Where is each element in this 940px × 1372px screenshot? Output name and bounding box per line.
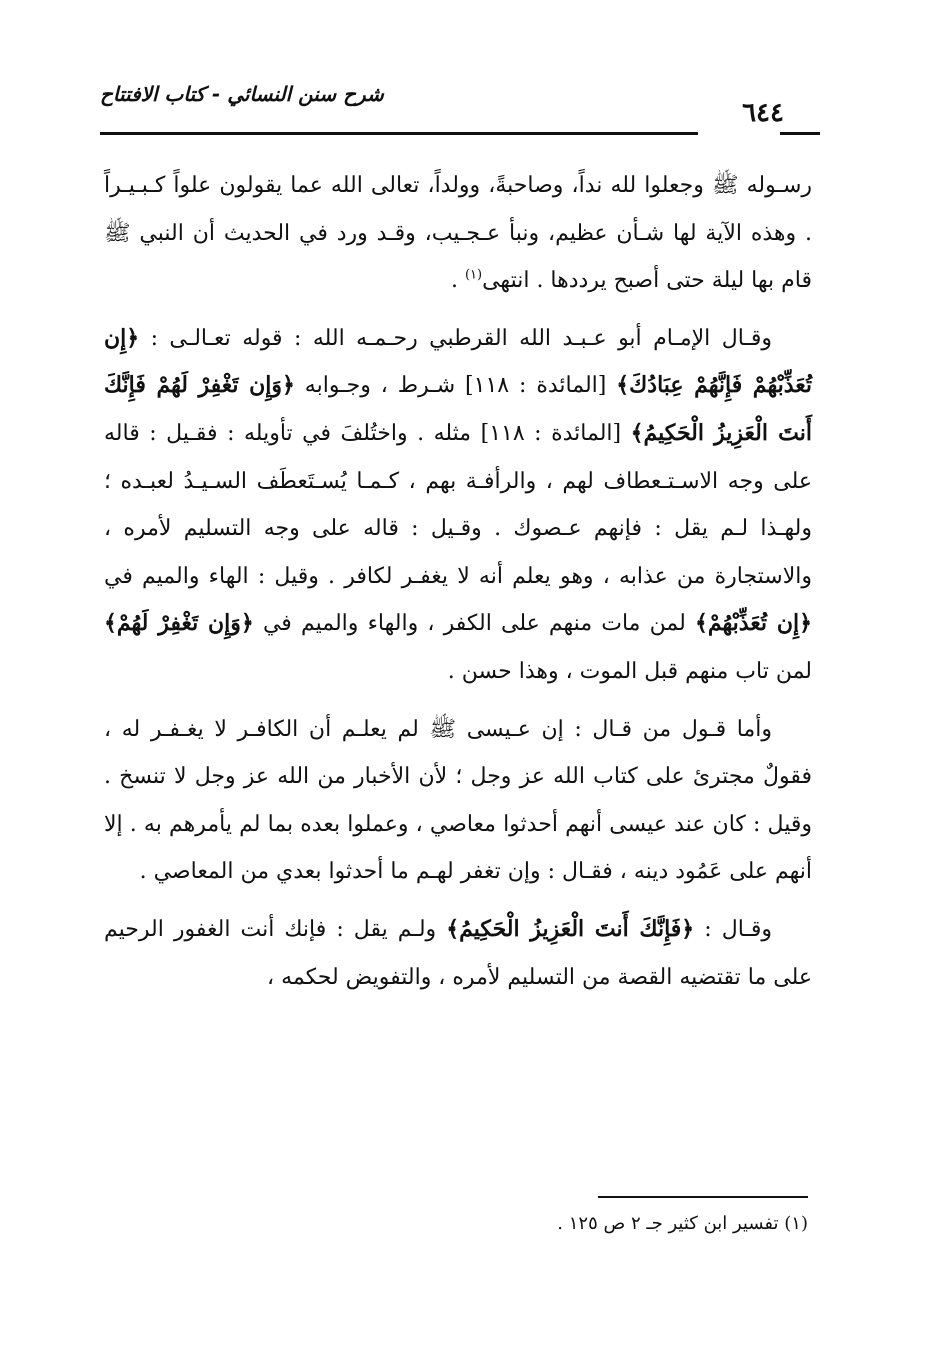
- paragraph-4: [104, 906, 812, 1001]
- paragraph-2-text-c: [المائدة : ١١٨] مثله . واختُلفَ في تأويله : فقـيل : قاله على وجه الاسـتـعطاف لهم ، والرأفـة بهم ، كـمـا يُسـتَعطَف السـيـدُ لعبـده ؛ ولهـذا لـم يقل : فإنهم عـصوك . وقـيل : قاله على وجه التسليم لأمره ، والاستجارة من عذابه ، وهو يعلم أنه لا يغفـر لكافر . وقيل : الهاء والميم في: [104, 420, 812, 589]
- paragraph-2-text-b: [المائدة : ١١٨] شـرط ، وجـوابه: [294, 373, 617, 399]
- paragraph-3: وأما قـول من قـال : إن عـيسى ﷺ لم يعلـم أن الكافـر لا يغـفـر له ، فقولٌ مجترئ على كتاب الله عز وجل ؛ لأن الأخبار من الله عز وجل لا تنسخ . وقيل : كان عند عيسى أنهم أحدثوا معاصي ، وعملوا بعده بما لم يأمرهم به . إلا أنهم على عَمُود دينه ، فقـال : وإن تغفر لهـم ما أحدثوا بعدي من المعاصي .: [104, 716, 812, 885]
- quran-verse-1: ﴿إِن تُعَذِّبْهُمْ فَإِنَّهُمْ عِبَادُكَ﴾: [104, 324, 812, 399]
- paragraph-4-text-a: وقـال :: [694, 916, 773, 942]
- running-title: شرح سنن النسائي - كتاب الافتتاح: [100, 82, 384, 106]
- paragraph-4-text-b: ولـم يقل : فإنك أنت الغفور الرحيم على ما تقتضيه القصة من التسليم لأمره ، والتفويض لحكمه ،: [104, 916, 812, 990]
- paragraph-2-text-a: وقـال الإمـام أبو عـبـد الله القرطبي رحـمـه الله : قوله تعـالـى :: [139, 325, 772, 351]
- paragraph-1: [104, 162, 812, 305]
- footnote-rule: [598, 1196, 808, 1198]
- paragraph-2-text-e: لمن تاب منهم قبل الموت ، وهذا حسن .: [447, 658, 812, 684]
- header-rule-short: [780, 132, 820, 135]
- header-rule: [100, 132, 698, 135]
- footnote: (١) تفسير ابن كثير جـ ٢ ص ١٢٥ .: [557, 1213, 808, 1234]
- footnote-marker: (١): [464, 267, 483, 283]
- page-header: [100, 78, 820, 138]
- paragraph-1-end: .: [450, 268, 465, 294]
- paragraph-2: [104, 315, 812, 696]
- paragraph-1-text: رسـوله ﷺ وجعلوا لله نداً، وصاحبةً، وولداً، تعالى الله عما يقولون علواً كـبـيـراً . وهذه الآية لها شـأن عظيم، ونبأ عـجـيب، وقـد ورد في الحديث أن النبي ﷺ قام بها ليلة حتى أصبح يرددها . انتهى: [104, 173, 812, 294]
- quran-verse-3: ﴿إِن تُعَذِّبْهُمْ﴾: [694, 610, 812, 637]
- quran-verse-2: ﴿وَإِن تَغْفِرْ لَهُمْ فَإِنَّكَ أَنتَ الْعَزِيزُ الْحَكِيمُ﴾: [104, 372, 812, 446]
- quran-verse-5: ﴿فَإِنَّكَ أَنتَ الْعَزِيزُ الْحَكِيمُ﴾: [446, 915, 695, 942]
- page-number: ٦٤٤: [742, 98, 784, 128]
- quran-verse-4: ﴿وَإِن تَغْفِرْ لَهُمْ﴾: [104, 610, 254, 637]
- body-text: [104, 162, 812, 1011]
- paragraph-2-text-d: لمن مات منهم على الكفر ، والهاء والميم في: [253, 611, 695, 637]
